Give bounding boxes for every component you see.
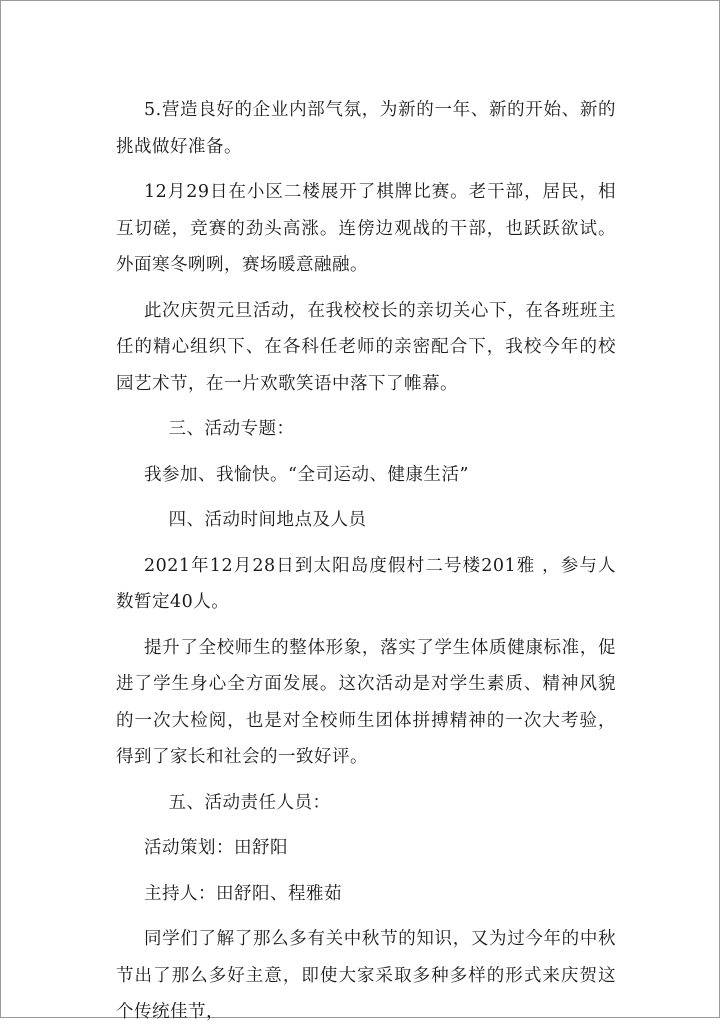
paragraph-planner: 活动策划：田舒阳 [144, 838, 288, 858]
paragraph-goal-5: 5.营造良好的企业内部气氛，为新的一年、新的开始、新的挑战做好准备。 [116, 100, 616, 157]
paragraph-new-year-activity: 此次庆贺元旦活动，在我校校长的亲切关心下，在各班班主任的精心组织下、在各科任老师的亲密配合下，我校今年的校园艺术节，在一片欢歌笑语中落下了帷幕。 [116, 300, 616, 394]
paragraph-outcome: 提升了全校师生的整体形象，落实了学生体质健康标准，促进了学生身心全方面发展。这次活动是对学生素质、精神风貌的一次大检阅，也是对全校师生团体拼搏精神的一次大考验，得到了家长和社会的一致好评。 [116, 637, 616, 767]
paragraph-host: 主持人：田舒阳、程雅茹 [144, 883, 342, 904]
section-heading-responsible: 五、活动责任人员： [168, 792, 331, 813]
paragraph-theme-slogan: 我参加、我愉快。“全司运动、健康生活” [144, 464, 469, 485]
document-body [116, 92, 616, 1031]
paragraph-time-place: 2021年12月28日到太阳岛度假村二号楼201雅 ，参与人数暂定40人。 [116, 555, 616, 612]
paragraph-mid-autumn: 同学们了解了那么多有关中秋节的知识，又为过今年的中秋节出了那么多好主意，即使大家采取多种多样的形式来庆贺这个传统佳节， [116, 929, 616, 1022]
paragraph-chess-match: 12月29日在小区二楼展开了棋牌比赛。老干部，居民，相互切磋，竞赛的劲头高涨。连傍边观战的干部，也跃跃欲试。外面寒冬咧咧，赛场暖意融融。 [116, 182, 616, 275]
section-heading-theme: 三、活动专题： [168, 419, 295, 439]
section-heading-time-place: 四、活动时间地点及人员 [168, 510, 367, 530]
